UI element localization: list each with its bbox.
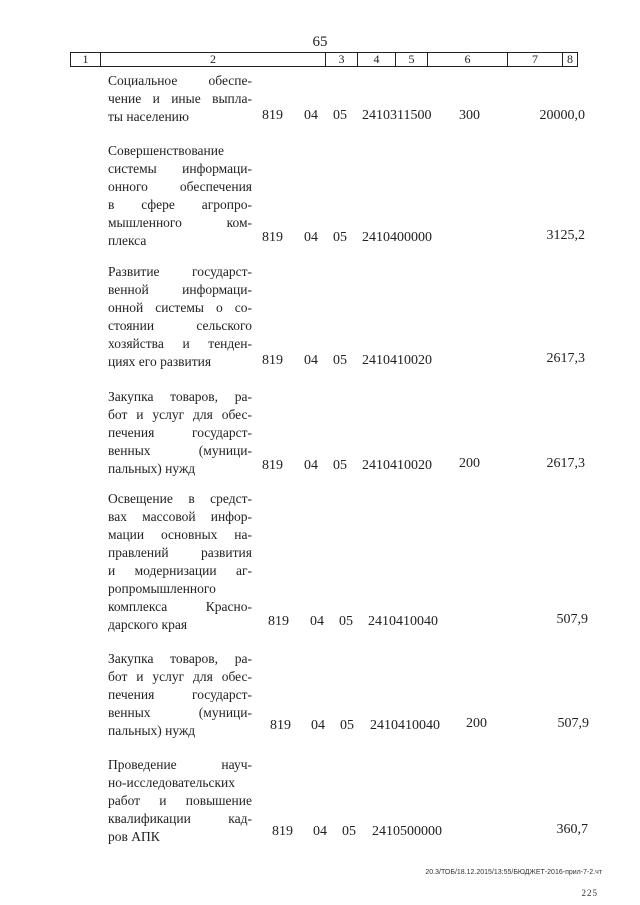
description-line: печения государст- — [108, 687, 252, 702]
description-line: мации основных на- — [108, 527, 252, 542]
header-col-5: 5 — [396, 53, 428, 66]
cell-ministry-code: 819 — [270, 718, 291, 733]
description-line: Проведение науч- — [108, 757, 252, 772]
description-line: мышленного ком- — [108, 215, 252, 230]
page-number: 65 — [312, 34, 328, 50]
cell-target-article: 2410500000 — [372, 824, 442, 839]
header-col-7: 7 — [508, 53, 563, 66]
description-line: правлений развития — [108, 545, 252, 560]
cell-subsection: 05 — [333, 230, 347, 245]
footer-document-code: 20.3/ТОБ/18.12.2015/13:55/БЮДЖЕТ-2016-прил-7-2.чт — [425, 869, 602, 876]
cell-amount: 360,7 — [556, 822, 588, 837]
description-line: но-исследовательских — [108, 775, 235, 790]
cell-ministry-code: 819 — [268, 614, 289, 629]
cell-amount: 2617,3 — [546, 456, 585, 471]
header-col-2: 2 — [101, 53, 326, 66]
row-description — [108, 388, 252, 478]
description-line: онной системы о со- — [108, 300, 252, 315]
cell-subsection: 05 — [340, 718, 354, 733]
description-line: Закупка товаров, ра- — [108, 651, 252, 666]
cell-subsection: 05 — [333, 458, 347, 473]
cell-target-article: 2410410040 — [370, 718, 440, 733]
cell-section: 04 — [304, 108, 318, 123]
row-description — [108, 490, 252, 634]
description-line: ропромышленного — [108, 581, 216, 596]
cell-amount: 20000,0 — [539, 108, 585, 123]
cell-subsection: 05 — [339, 614, 353, 629]
cell-section: 04 — [304, 353, 318, 368]
header-col-6: 6 — [428, 53, 508, 66]
description-line: циях его развития — [108, 354, 212, 369]
header-col-3: 3 — [326, 53, 358, 66]
description-line: Закупка товаров, ра- — [108, 389, 252, 404]
cell-section: 04 — [310, 614, 324, 629]
row-description — [108, 142, 252, 250]
description-line: онного обеспечения — [108, 179, 252, 194]
cell-target-article: 2410311500 — [362, 108, 432, 123]
description-line: в сфере агропро- — [108, 197, 252, 212]
description-line: венной информаци- — [108, 282, 252, 297]
description-line: ты населению — [108, 109, 189, 124]
cell-section: 04 — [304, 458, 318, 473]
cell-ministry-code: 819 — [262, 458, 283, 473]
description-line: печения государст- — [108, 425, 252, 440]
row-description — [108, 72, 252, 126]
cell-expense-type: 200 — [466, 716, 487, 731]
cell-section: 04 — [304, 230, 318, 245]
description-line: и модернизации аг- — [108, 563, 252, 578]
footer-page-mark: 225 — [581, 888, 598, 898]
row-description — [108, 263, 252, 371]
description-line: стоянии сельского — [108, 318, 252, 333]
description-line: Социальное обеспе- — [108, 73, 252, 88]
cell-amount: 3125,2 — [546, 228, 585, 243]
cell-target-article: 2410410040 — [368, 614, 438, 629]
header-col-8: 8 — [567, 52, 573, 66]
cell-subsection: 05 — [333, 108, 347, 123]
cell-target-article: 2410410020 — [362, 353, 432, 368]
row-description — [108, 650, 252, 740]
description-line: Совершенствование — [108, 143, 224, 158]
cell-expense-type: 200 — [459, 456, 480, 471]
description-line: комплекса Красно- — [108, 599, 252, 614]
description-line: работ и повышение — [108, 793, 252, 808]
description-line: вах массовой инфор- — [108, 509, 252, 524]
description-line: дарского края — [108, 617, 188, 632]
cell-subsection: 05 — [333, 353, 347, 368]
cell-amount: 507,9 — [556, 612, 588, 627]
table-header-row — [70, 52, 578, 67]
description-line: пальных) нужд — [108, 723, 196, 738]
description-line: хозяйства и тенден- — [108, 336, 252, 351]
cell-section: 04 — [313, 824, 327, 839]
row-description — [108, 756, 252, 846]
description-line: пальных) нужд — [108, 461, 196, 476]
cell-ministry-code: 819 — [262, 230, 283, 245]
description-line: венных (муници- — [108, 705, 252, 720]
header-col-1: 1 — [71, 53, 101, 66]
cell-section: 04 — [311, 718, 325, 733]
description-line: плекса — [108, 233, 147, 248]
cell-amount: 2617,3 — [546, 351, 585, 366]
description-line: ров АПК — [108, 829, 160, 844]
description-line: квалификации кад- — [108, 811, 252, 826]
description-line: Освещение в средст- — [108, 491, 252, 506]
description-line: системы информаци- — [108, 161, 252, 176]
description-line: Развитие государст- — [108, 264, 252, 279]
description-line: бот и услуг для обес- — [108, 669, 252, 684]
cell-ministry-code: 819 — [262, 353, 283, 368]
description-line: венных (муници- — [108, 443, 252, 458]
cell-expense-type: 300 — [459, 108, 480, 123]
cell-subsection: 05 — [342, 824, 356, 839]
cell-amount: 507,9 — [557, 716, 589, 731]
cell-ministry-code: 819 — [262, 108, 283, 123]
cell-target-article: 2410400000 — [362, 230, 432, 245]
header-col-4: 4 — [358, 53, 396, 66]
description-line: чение и иные выпла- — [108, 91, 252, 106]
cell-target-article: 2410410020 — [362, 458, 432, 473]
cell-ministry-code: 819 — [272, 824, 293, 839]
description-line: бот и услуг для обес- — [108, 407, 252, 422]
